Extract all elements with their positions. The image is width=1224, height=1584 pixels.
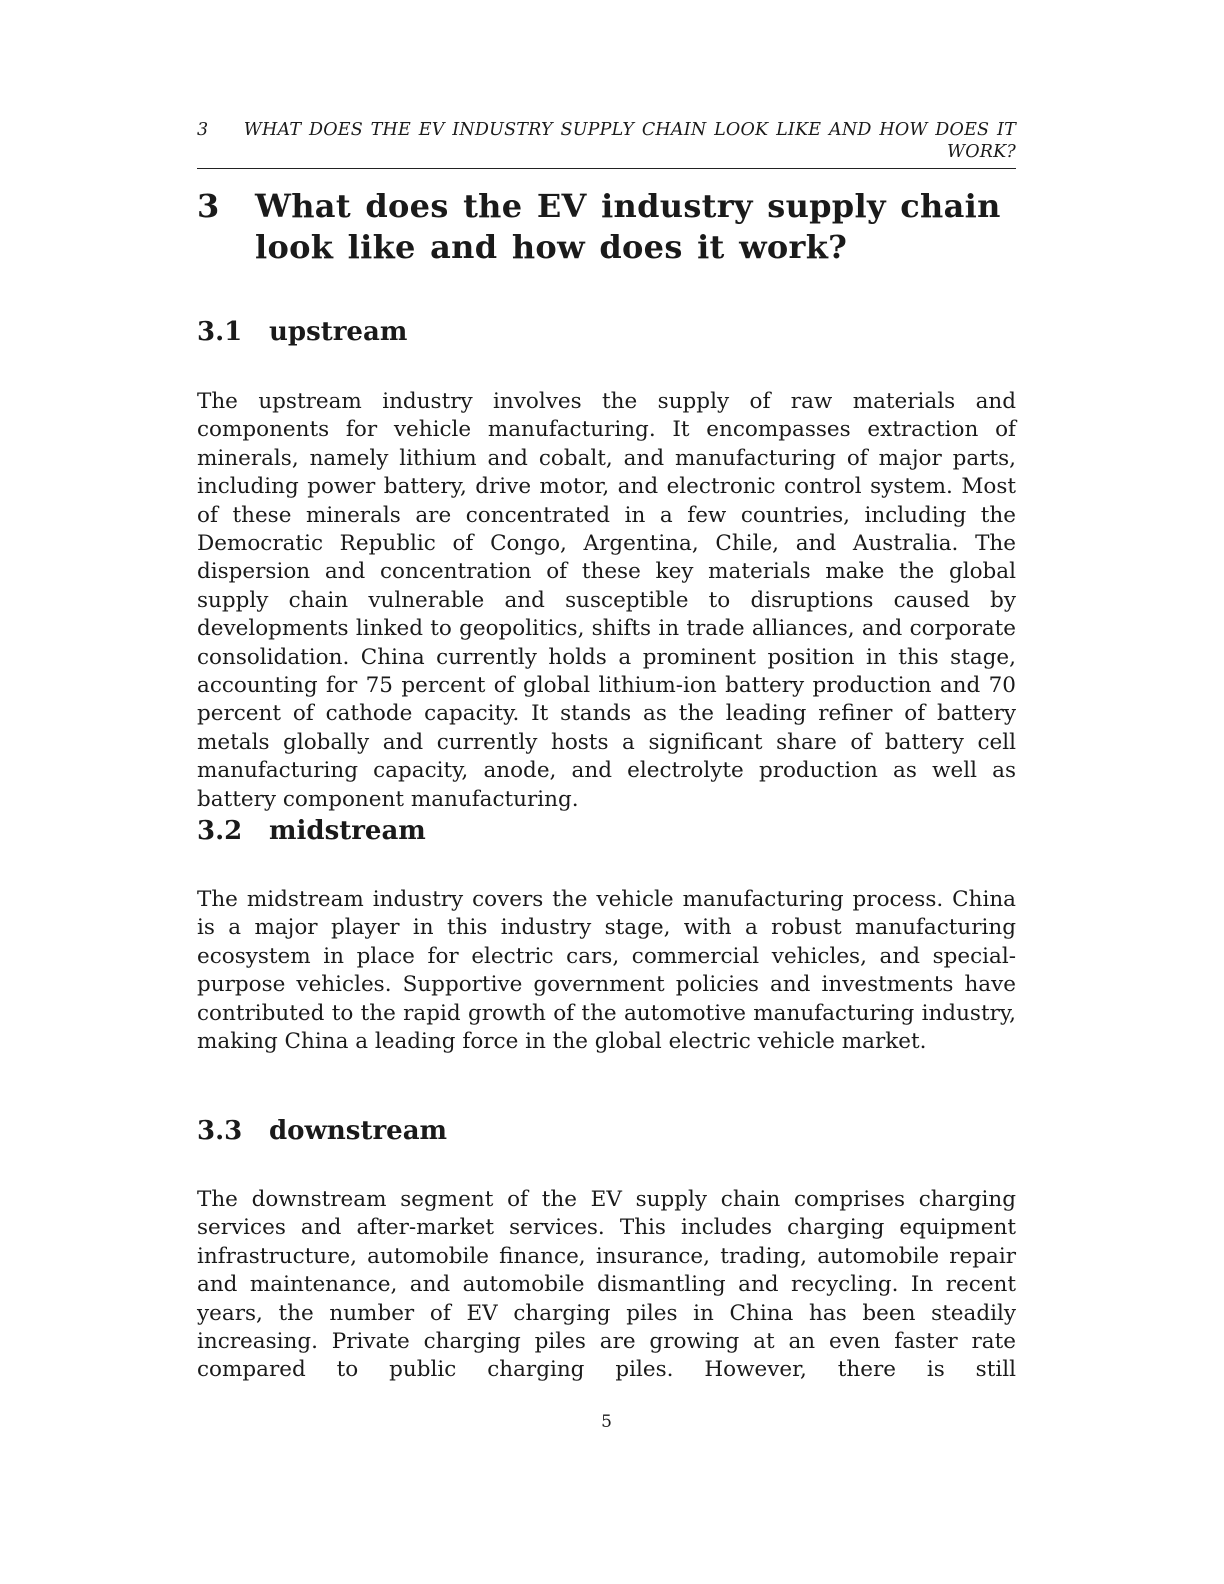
running-header-number: 3	[197, 120, 209, 140]
section-number: 3.1	[197, 317, 243, 347]
section-heading-midstream	[197, 815, 1016, 847]
running-header	[197, 119, 1016, 169]
section-body-downstream: The downstream segment of the EV supply chain comprises charging services and after-market services. This includes charging equipment infrastructure, automobile finance, insurance, trading, automobile repair and maintenance, and automobile dismantling and recycling. In recent years, the number of EV charging piles in China has been steadily increasing. Private charging piles are growing at an even faster rate compared to public charging piles. However, there is still	[197, 1187, 1016, 1383]
section-number: 3.2	[197, 816, 243, 846]
chapter-title-text: What does the EV industry supply chain look like and how does it work?	[255, 187, 1001, 266]
section-heading-upstream	[197, 316, 1016, 348]
section-number: 3.3	[197, 1116, 243, 1146]
section-title: upstream	[269, 317, 408, 347]
chapter-number: 3	[197, 187, 220, 225]
chapter-title	[197, 186, 1016, 268]
section-heading-downstream	[197, 1115, 1016, 1147]
page-number: 5	[601, 1412, 612, 1432]
section-title: downstream	[269, 1116, 448, 1146]
section-body-upstream: The upstream industry involves the supply of raw materials and components for vehicle manufacturing. It encompasses extraction of minerals, namely lithium and cobalt, and manufacturing of major parts, including power battery, drive motor, and electronic control system. Most of these minerals are concentrated in a few countries, including the Democratic Republic of Congo, Argentina, Chile, and Australia. The dispersion and concentration of these key materials make the global supply chain vulnerable and susceptible to disruptions caused by developments linked to geopolitics, shifts in trade alliances, and corporate consolidation. China currently holds a prominent position in this stage, accounting for 75 percent of global lithium-ion battery production and 70 percent of cathode capacity. It stands as the leading refiner of battery metals globally and currently hosts a significant share of battery cell manufacturing capacity, anode, and electrolyte production as well as battery component manufacturing.	[197, 389, 1016, 812]
section-body-midstream: The midstream industry covers the vehicle manufacturing process. China is a major player in this industry stage, with a robust manufacturing ecosystem in place for electric cars, commercial vehicles, and special-purpose vehicles. Supportive government policies and investments have contributed to the rapid growth of the automotive manufacturing industry, making China a leading force in the global electric vehicle market.	[197, 887, 1016, 1055]
running-header-text: WHAT DOES THE EV INDUSTRY SUPPLY CHAIN LOOK LIKE AND HOW DOES IT WORK?	[243, 120, 1016, 162]
section-title: midstream	[269, 816, 426, 846]
